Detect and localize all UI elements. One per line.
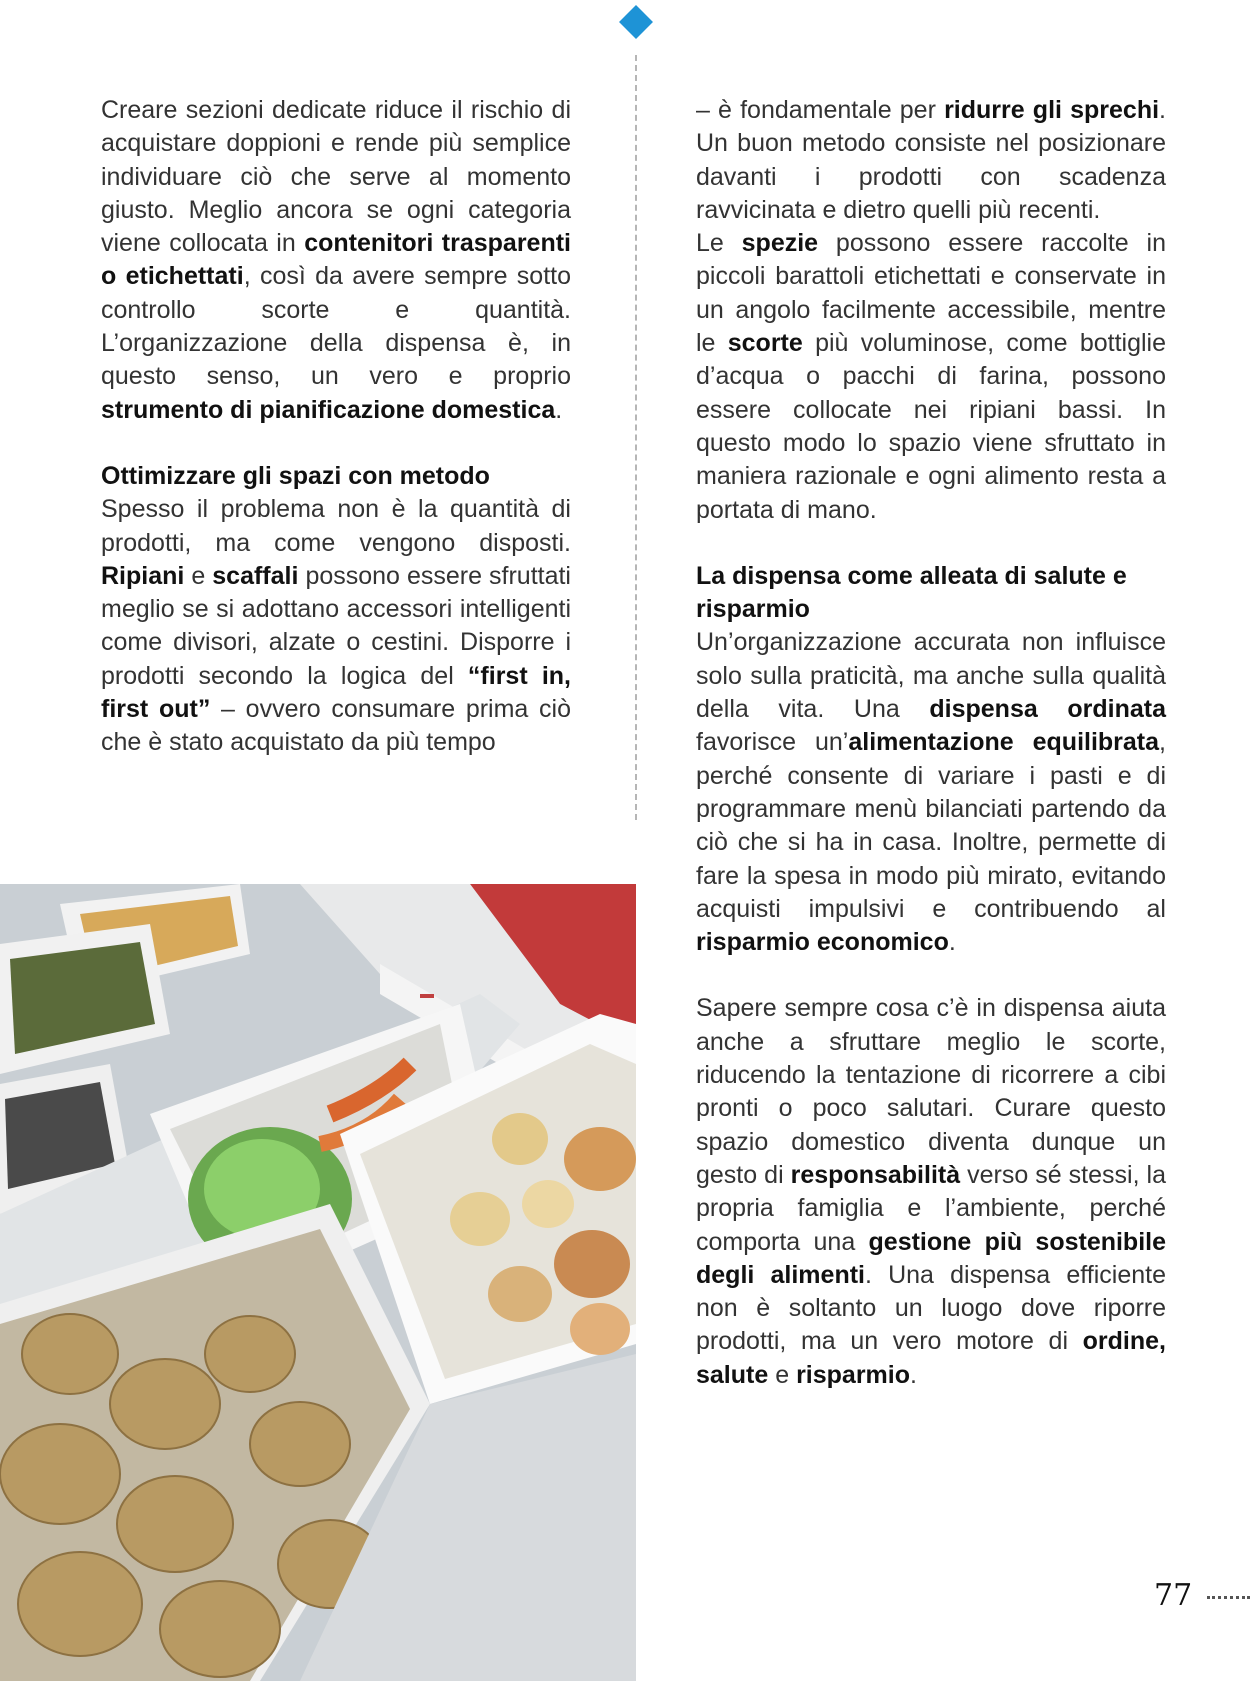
- bold-phrase: scaffali: [212, 561, 299, 590]
- text-run: Sapere sempre cosa c’è in dispensa aiuta anche a sfruttare meglio le scorte, riducendo la tentazione di ricorrere a cibi pronti o poco salutari. Curare questo spazio domestico diventa dunque un gesto di: [696, 994, 1166, 1189]
- paragraph-salute: [696, 626, 1166, 959]
- bold-phrase: ridurre gli sprechi: [944, 96, 1160, 124]
- left-column: [101, 94, 571, 760]
- text-run: .: [910, 1360, 917, 1389]
- diamond-ornament-icon: [619, 5, 653, 39]
- bold-phrase: alimentazione equilibrata: [848, 728, 1160, 757]
- right-column: [696, 94, 1166, 1392]
- bold-phrase: dispensa ordinata: [929, 695, 1166, 724]
- pantry-photo-illustration: [0, 884, 636, 1681]
- text-run: . Un buon metodo consiste nel posizionare davanti i prodotti con scadenza ravvicinata e dietro quelli più recenti.: [696, 96, 1166, 224]
- bold-phrase: contenitori trasparenti o etichettati: [101, 229, 571, 291]
- text-run: e: [184, 561, 213, 590]
- text-run: – è fondamentale per: [696, 96, 945, 124]
- text-run: .: [948, 928, 956, 957]
- text-run: – ovvero consumare prima ciò che è stato acquistato da più tempo: [101, 695, 572, 757]
- text-run: , così da avere sempre sotto controllo scorte e quantità. L’organizzazione della dispensa è, in questo senso, un vero e proprio: [101, 262, 572, 391]
- page-number-dots: [1207, 1596, 1250, 1599]
- bold-phrase: ordine, salute: [696, 1327, 1166, 1389]
- text-run: favorisce un’: [696, 728, 849, 757]
- text-run: Un’organizzazione accurata non influisce solo sulla praticità, ma anche sulla qualità della vita. Una: [696, 628, 1166, 724]
- bold-phrase: responsabilità: [790, 1160, 961, 1189]
- bold-phrase: risparmio economico: [696, 928, 949, 957]
- text-run: possono essere sfruttati meglio se si adottano accessori intelligenti come divisori, alzate o cestini. Disporre i prodotti secondo la logica del: [101, 561, 571, 690]
- bold-phrase: scorte: [727, 329, 803, 358]
- text-run: .: [555, 395, 563, 424]
- text-run: più voluminose, come bottiglie d’acqua o pacchi di farina, possono essere collocate nei ripiani bassi. In questo modo lo spazio viene sfruttato in maniera razionale e ogni alimento resta a portata di mano.: [696, 329, 1166, 524]
- bold-phrase: spezie: [741, 229, 819, 258]
- text-run: Spesso il problema non è la quantità di prodotti, ma come vengono disposti.: [101, 495, 571, 557]
- heading-dispensa: La dispensa come alleata di salute e risparmio: [696, 561, 1127, 624]
- text-run: verso sé stessi, la propria famiglia e l’ambiente, perché comporta una: [696, 1160, 1166, 1256]
- bold-phrase: risparmio: [796, 1360, 910, 1389]
- bold-phrase: gestione più sostenibile degli alimenti: [696, 1227, 1166, 1289]
- text-run: Creare sezioni dedicate riduce il rischio di acquistare doppioni e rende più semplice individuare ciò che serve al momento giusto. Meglio ancora se ogni categoria viene collocata in: [101, 96, 571, 258]
- text-run: Le: [696, 229, 742, 258]
- paragraph-spazi: [101, 493, 571, 759]
- paragraph-intro: [101, 94, 571, 427]
- paragraph-spezie: [696, 227, 1166, 527]
- pantry-drawer-photo: [0, 884, 636, 1681]
- bold-phrase: Ripiani: [101, 561, 185, 590]
- text-run: possono essere raccolte in piccoli barattoli etichettati e conservate in un angolo facilmente accessibile, mentre le: [696, 229, 1166, 358]
- text-run: e: [768, 1360, 797, 1389]
- column-divider: [635, 55, 637, 820]
- heading-ottimizzare: Ottimizzare gli spazi con metodo: [101, 461, 490, 490]
- page-number: 77: [1154, 1578, 1193, 1613]
- paragraph-responsabilita: [696, 992, 1166, 1392]
- text-run: . Una dispensa efficiente non è soltanto un luogo dove riporre prodotti, ma un vero motore di: [696, 1260, 1166, 1356]
- bold-phrase: “first in, first out”: [101, 661, 571, 724]
- text-run: , perché consente di variare i pasti e di programmare menù bilanciati partendo da ciò che si ha in casa. Inoltre, permette di fare la spesa in modo più mirato, evitando acquisti impulsivi e contribuendo al: [696, 728, 1166, 923]
- bold-phrase: strumento di pianificazione domestica: [101, 395, 556, 424]
- paragraph-sprechi: [696, 94, 1166, 227]
